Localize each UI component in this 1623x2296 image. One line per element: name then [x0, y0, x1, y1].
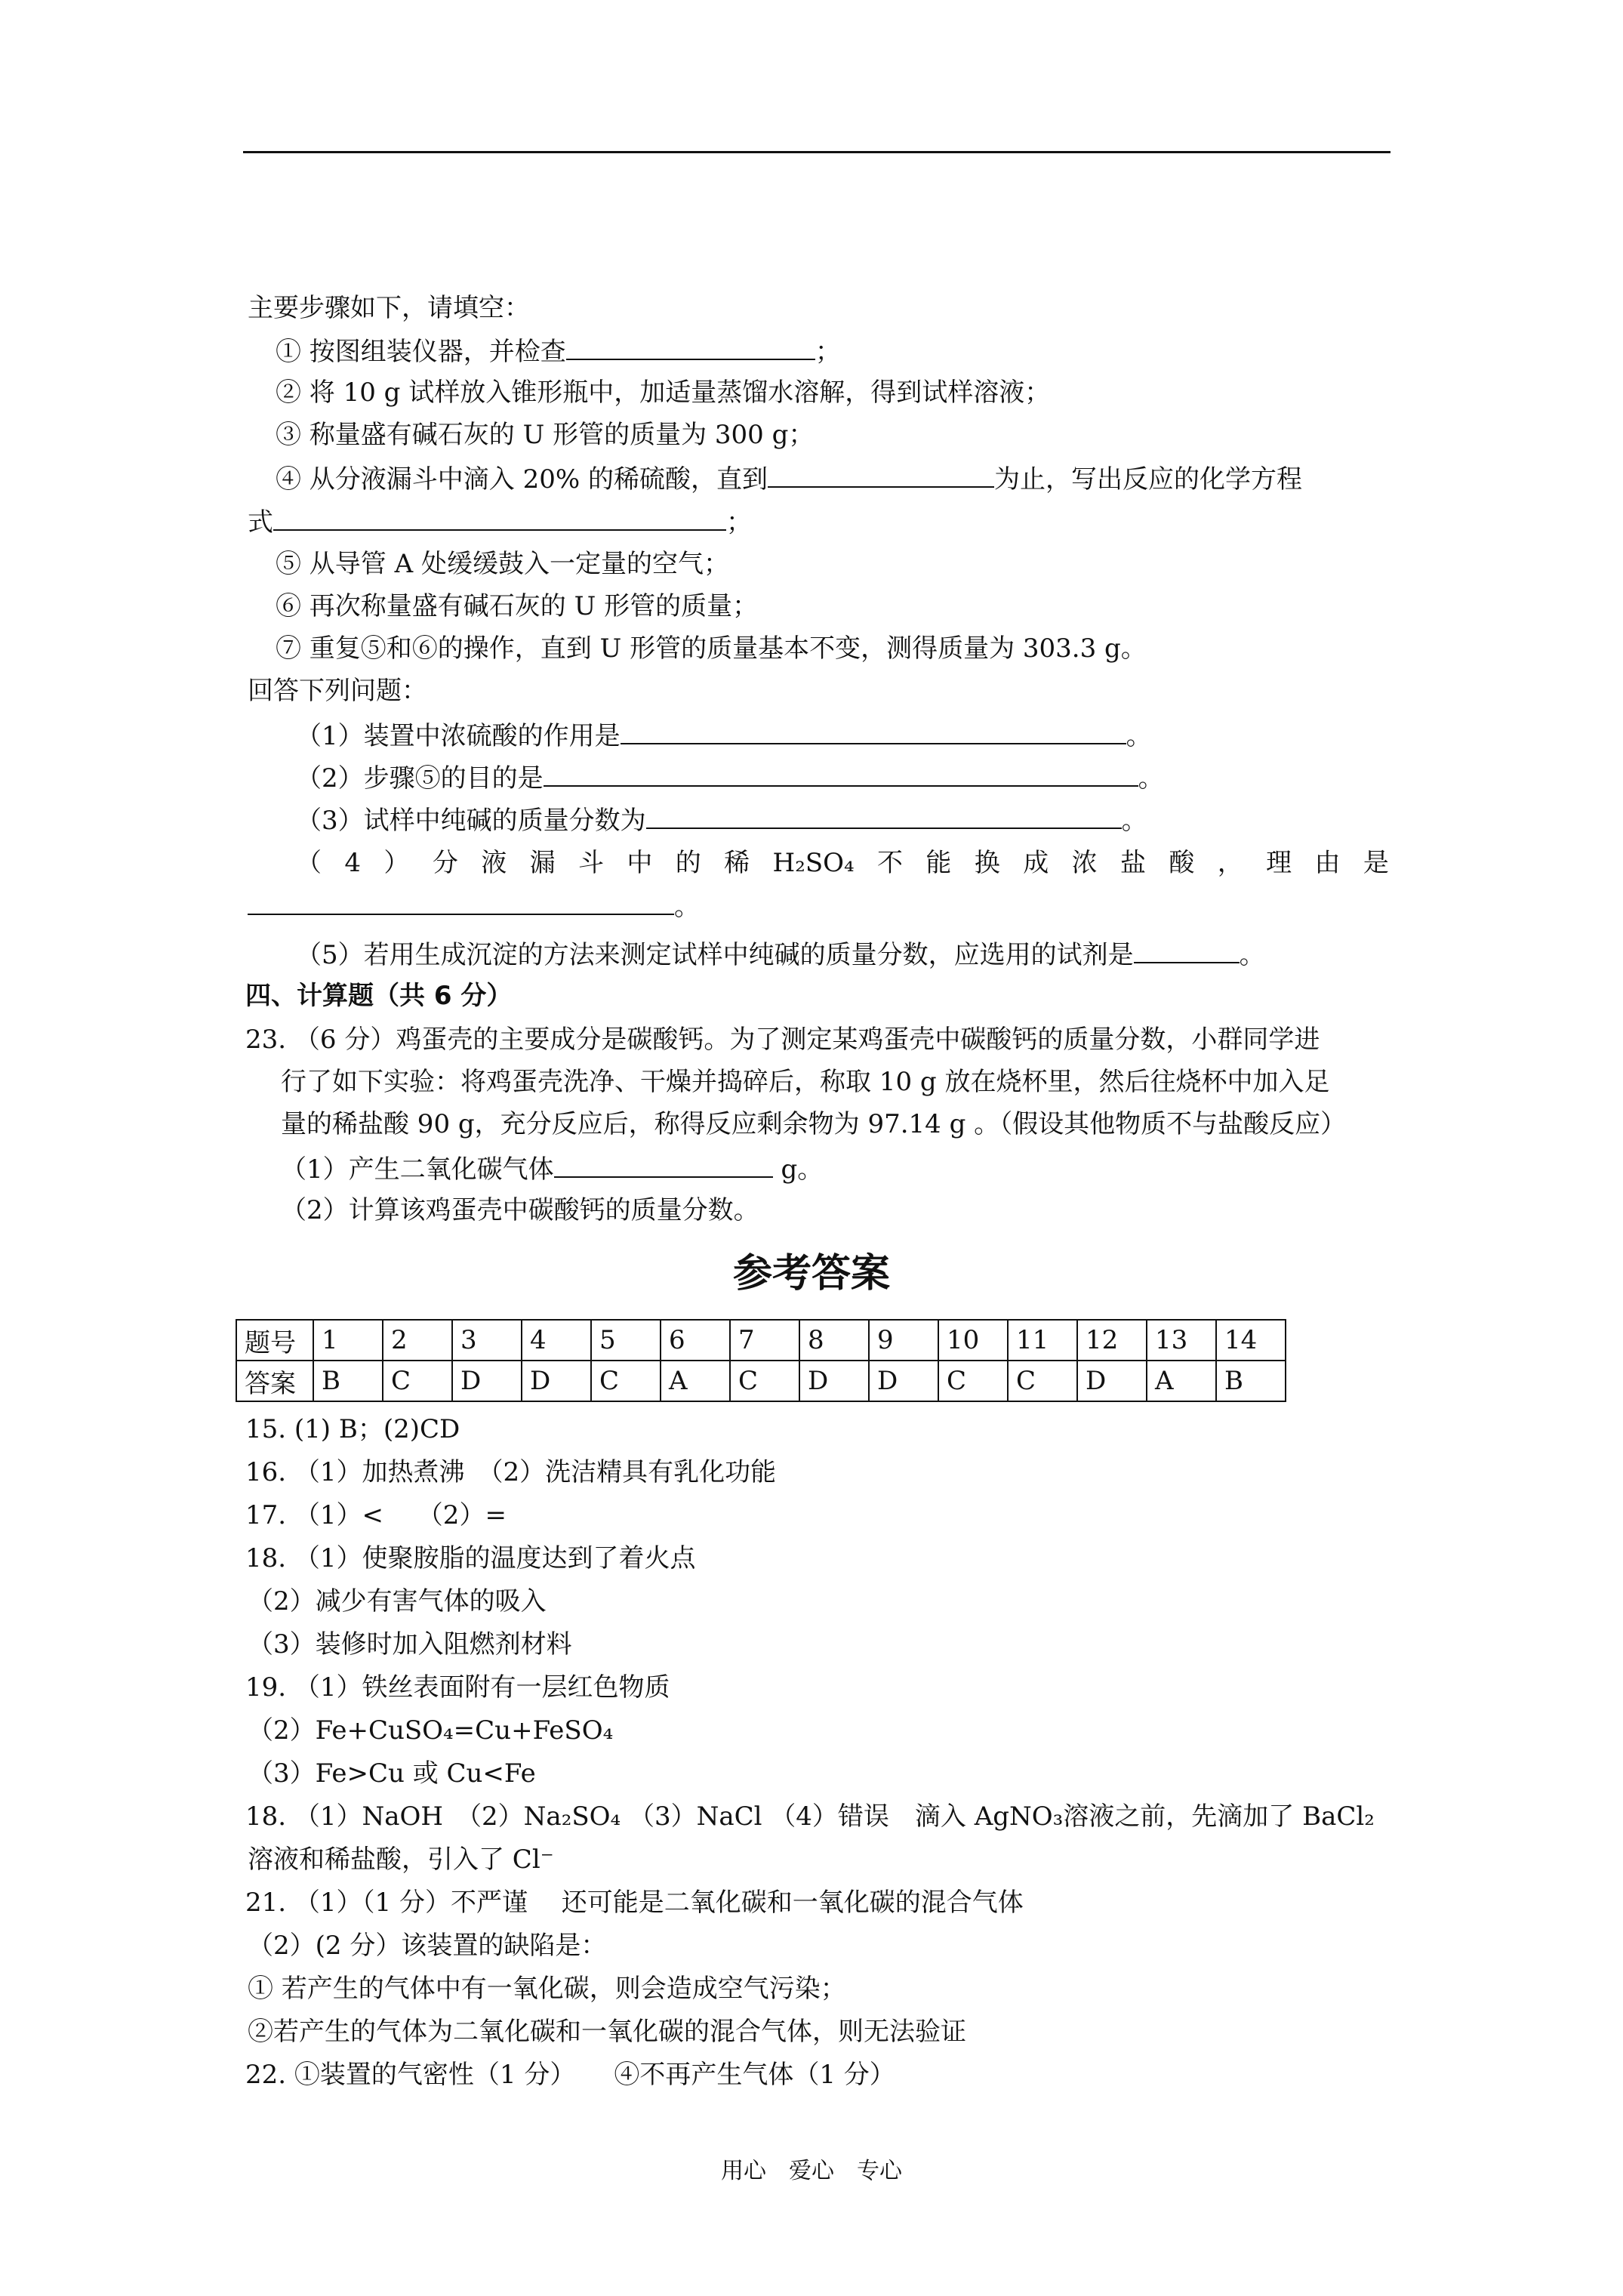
table-cell: 1: [313, 1320, 383, 1361]
question-5: （5）若用生成沉淀的方法来测定试样中纯碱的质量分数，应选用的试剂是 。: [296, 936, 1265, 972]
answer-18-2: （2）减少有害气体的吸入: [248, 1586, 547, 1616]
problem-23-line-3: 量的稀盐酸 90 g，充分反应后，称得反应剩余物为 97.14 g 。（假设其他物质不与盐酸反应）: [281, 1109, 1347, 1139]
table-cell: 12: [1077, 1320, 1147, 1361]
question-1: （1）装置中浓硫酸的作用是 。: [296, 717, 1152, 754]
answer-20: 18. （1）NaOH （2）Na₂SO₄ （3）NaCl （4）错误 滴入 AgNO₃溶液之前，先滴加了 BaCl₂: [245, 1801, 1375, 1832]
blank[interactable]: [1134, 936, 1240, 963]
answer-22: 22. ①装置的气密性（1 分） ④不再产生气体（1 分）: [245, 2060, 895, 2090]
table-cell: D: [799, 1361, 869, 1401]
answer-15: 15. (1) B；(2)CD: [245, 1414, 460, 1444]
table-cell: D: [452, 1361, 522, 1401]
table-cell: 4: [522, 1320, 591, 1361]
table-cell: 题号: [236, 1320, 313, 1361]
table-cell: A: [1147, 1361, 1216, 1401]
table-cell: B: [1216, 1361, 1286, 1401]
answer-19: 19. （1）铁丝表面附有一层红色物质: [245, 1672, 670, 1703]
answer-21: 21. （1）（1 分）不严谨 还可能是二氧化碳和一氧化碳的混合气体: [245, 1888, 1024, 1918]
problem-23-line-1: 23. （6 分）鸡蛋壳的主要成分是碳酸钙。为了测定某鸡蛋壳中碳酸钙的质量分数，小群同学进: [245, 1025, 1320, 1055]
problem-23-q1: （1）产生二氧化碳气体 g。: [281, 1151, 823, 1187]
problem-23-line-2: 行了如下实验：将鸡蛋壳洗净、干燥并捣碎后，称取 10 g 放在烧杯里，然后往烧杯中加入足: [281, 1067, 1330, 1097]
step-2: ② 将 10 g 试样放入锥形瓶中，加适量蒸馏水溶解，得到试样溶液；: [276, 378, 1051, 408]
table-cell: 答案: [236, 1361, 313, 1401]
step-4: ④ 从分液漏斗中滴入 20% 的稀硫酸，直到 为止，写出反应的化学方程: [276, 461, 1302, 497]
problem-23-q2: （2）计算该鸡蛋壳中碳酸钙的质量分数。: [281, 1195, 759, 1225]
table-cell: C: [938, 1361, 1008, 1401]
blank[interactable]: [248, 888, 674, 915]
table-cell: 2: [383, 1320, 452, 1361]
answer-18-3: （3）装修时加入阻燃剂材料: [248, 1629, 572, 1660]
table-cell: 9: [869, 1320, 938, 1361]
table-cell: B: [313, 1361, 383, 1401]
table-cell: 5: [591, 1320, 661, 1361]
answer-18: 18. （1）使聚胺脂的温度达到了着火点: [245, 1543, 696, 1573]
header-rule: [243, 151, 1390, 153]
table-cell: 14: [1216, 1320, 1286, 1361]
page-footer: 用心 爱心 专心: [721, 2158, 902, 2184]
table-cell: 10: [938, 1320, 1008, 1361]
answer-19-2: （2）Fe+CuSO₄=Cu+FeSO₄: [248, 1715, 614, 1746]
answer-table: [236, 1319, 1286, 1402]
answer-21-2: （2）(2 分）该装置的缺陷是：: [248, 1931, 607, 1961]
step-4-cont: 式 ；: [248, 504, 752, 540]
table-cell: 8: [799, 1320, 869, 1361]
blank[interactable]: [768, 461, 994, 488]
answer-21-4: ②若产生的气体为二氧化碳和一氧化碳的混合气体，则无法验证: [248, 2017, 966, 2047]
table-cell: D: [1077, 1361, 1147, 1401]
answer-20-2: 溶液和稀盐酸，引入了 Cl⁻: [248, 1845, 554, 1875]
table-cell: C: [383, 1361, 452, 1401]
step-7: ⑦ 重复⑤和⑥的操作，直到 U 形管的质量基本不变，测得质量为 303.3 g。: [276, 633, 1147, 664]
answer-21-3: ① 若产生的气体中有一氧化碳，则会造成空气污染；: [248, 1974, 846, 2004]
table-cell: C: [1008, 1361, 1077, 1401]
answer-16: 16. （1）加热煮沸 （2）洗洁精具有乳化功能: [245, 1457, 777, 1487]
step-6: ⑥ 再次称量盛有碱石灰的 U 形管的质量；: [276, 591, 759, 621]
blank[interactable]: [646, 802, 1122, 829]
table-cell: C: [591, 1361, 661, 1401]
blank[interactable]: [621, 717, 1126, 744]
steps-intro: 主要步骤如下，请填空：: [248, 293, 530, 323]
blank[interactable]: [544, 760, 1138, 787]
table-row: [236, 1361, 1286, 1401]
question-2: （2）步骤⑤的目的是 。: [296, 760, 1164, 796]
answer-17: 17. （1）< （2）=: [245, 1500, 507, 1530]
table-cell: 13: [1147, 1320, 1216, 1361]
step-1: ① 按图组装仪器，并检查 ；: [276, 333, 841, 369]
blank[interactable]: [273, 504, 726, 531]
answer-19-3: （3）Fe>Cu 或 Cu<Fe: [248, 1758, 536, 1789]
table-cell: D: [522, 1361, 591, 1401]
question-4: （ 4 ） 分 液 漏 斗 中 的 稀 H₂SO₄ 不 能 换 成 浓 盐 酸 ， 理 由 是: [296, 848, 1389, 878]
step-5: ⑤ 从导管 A 处缓缓鼓入一定量的空气；: [276, 549, 729, 579]
answer-title: 参考答案: [732, 1250, 890, 1296]
blank[interactable]: [566, 333, 815, 360]
table-row: [236, 1320, 1286, 1361]
table-cell: 3: [452, 1320, 522, 1361]
question-4-cont: 。: [248, 888, 700, 924]
table-cell: A: [661, 1361, 730, 1401]
table-cell: C: [730, 1361, 799, 1401]
step-3: ③ 称量盛有碱石灰的 U 形管的质量为 300 g；: [276, 420, 815, 450]
table-cell: 7: [730, 1320, 799, 1361]
table-cell: 11: [1008, 1320, 1077, 1361]
table-cell: D: [869, 1361, 938, 1401]
questions-intro: 回答下列问题：: [248, 676, 427, 706]
section-4-heading: 四、计算题（共 6 分）: [245, 981, 513, 1011]
table-cell: 6: [661, 1320, 730, 1361]
question-3: （3）试样中纯碱的质量分数为 。: [296, 802, 1147, 838]
blank[interactable]: [554, 1151, 773, 1178]
